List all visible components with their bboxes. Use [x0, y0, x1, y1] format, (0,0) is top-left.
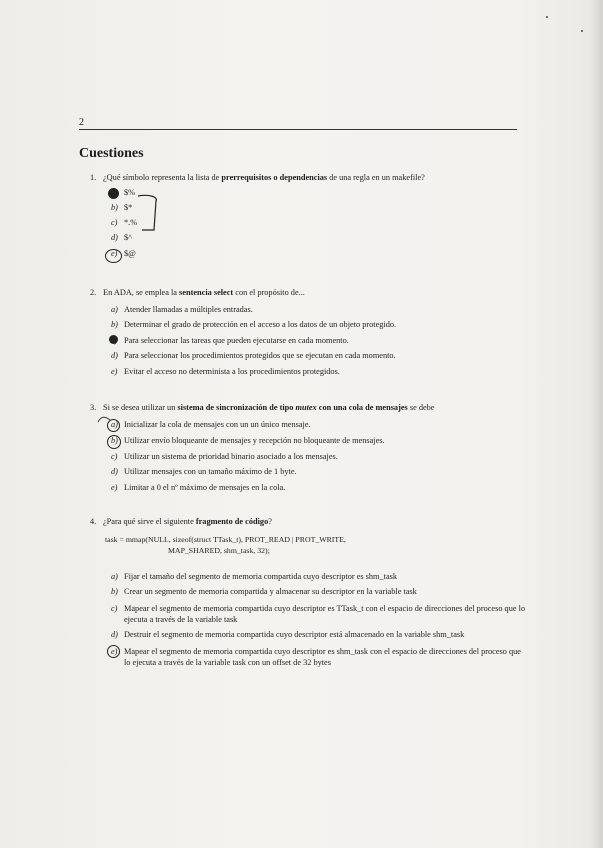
question-keyword: sistema de sincronización de tipo: [177, 403, 296, 412]
option-b[interactable]: [111, 587, 417, 596]
option-letter: b): [111, 320, 118, 329]
option-text: Limitar a 0 el nº máximo de mensajes en la cola.: [124, 483, 286, 492]
question-keyword: sentencia select: [179, 288, 234, 297]
question-number: 3.: [90, 403, 97, 412]
filled-answer-mark: [109, 335, 118, 344]
section-title: Cuestiones: [79, 146, 144, 161]
circled-answer-mark: [107, 645, 120, 658]
question-2: [90, 287, 530, 298]
question-keyword-2: con una cola de mensajes: [316, 403, 408, 412]
option-text: Utilizar mensajes con un tamaño máximo de 1 byte.: [124, 467, 297, 476]
question-keyword: prerrequisitos o dependencias: [221, 173, 328, 182]
option-letter: c): [111, 218, 118, 227]
option-letter: d): [111, 467, 118, 476]
option-letter: c): [111, 452, 118, 461]
option-d[interactable]: [111, 630, 464, 639]
question-4: [90, 516, 530, 527]
question-text-end: ?: [268, 517, 272, 526]
page-edge-shadow: [589, 0, 603, 848]
option-a[interactable]: [111, 420, 311, 429]
question-keyword: fragmento de código: [195, 517, 269, 526]
option-c[interactable]: [111, 452, 338, 461]
option-letter: b): [111, 436, 118, 445]
option-letter: e): [111, 249, 118, 258]
question-number: 4.: [90, 517, 97, 526]
option-text: Inicializar la cola de mensajes con un un único mensaje.: [124, 420, 311, 429]
option-d[interactable]: [111, 467, 297, 476]
option-letter: b): [111, 587, 118, 596]
question-text-end: con el propósito de...: [233, 288, 305, 297]
option-text: Utilizar un sistema de prioridad binario asociado a los mensajes.: [124, 452, 338, 461]
question-number: 2.: [90, 288, 97, 297]
scan-speck: [581, 30, 583, 32]
circled-answer-mark: [107, 435, 121, 449]
option-letter: e): [111, 647, 118, 656]
option-letter: a): [111, 572, 118, 581]
option-text: Evitar el acceso no determinista a los procedimientos protegidos.: [124, 367, 340, 376]
option-letter: b): [111, 203, 118, 212]
option-text: Crear un segmento de memoria compartida y almacenar su descriptor en la variable task: [124, 587, 417, 596]
question-1: [90, 172, 530, 183]
option-letter: d): [111, 630, 118, 639]
code-line-2: MAP_SHARED, shm_task, 32);: [168, 546, 270, 555]
option-text: Utilizar envío bloqueante de mensajes y recepción no bloqueante de mensajes.: [124, 436, 385, 445]
option-text: Determinar el grado de protección en el acceso a los datos de un objeto protegido.: [124, 320, 397, 329]
header-rule: [79, 129, 517, 130]
option-text: $@: [124, 249, 136, 258]
question-text: ¿Qué símbolo representa la lista de: [103, 173, 222, 182]
option-c[interactable]: [111, 603, 526, 625]
option-text: Para seleccionar los procedimientos protegidos que se ejecutan en cada momento.: [124, 351, 396, 360]
option-text: $*: [124, 203, 133, 212]
page-number: 2: [79, 117, 84, 128]
option-letter: e): [111, 367, 118, 376]
option-text: *.%: [124, 218, 138, 227]
question-3: [90, 402, 530, 413]
option-c[interactable]: [111, 336, 349, 345]
option-text: $^: [124, 233, 133, 242]
circled-answer-mark: [105, 249, 122, 263]
option-e[interactable]: [111, 646, 526, 668]
code-line-1: task = mmap(NULL, sizeof(struct TTask_t), PROT_READ | PROT_WRITE,: [105, 535, 346, 544]
pen-stroke: [96, 414, 116, 426]
option-text: Atender llamadas a múltiples entradas.: [124, 305, 253, 314]
option-b[interactable]: [111, 436, 385, 445]
question-text-end: se debe: [407, 403, 435, 412]
option-text: $%: [124, 188, 136, 197]
option-letter: c): [111, 604, 118, 613]
question-text: En ADA, se emplea la: [103, 288, 180, 297]
question-keyword-italic: mutex: [295, 403, 317, 412]
bracket-annotation: [98, 192, 168, 242]
option-text: Destruir el segmento de memoria compartida cuyo descriptor está almacenado en la variable shm_task: [124, 630, 465, 639]
option-a[interactable]: [111, 572, 397, 581]
option-letter: e): [111, 483, 118, 492]
scan-speck: [546, 16, 548, 18]
question-text: Si se desea utilizar un: [103, 403, 178, 412]
question-text: ¿Para qué sirve el siguiente: [103, 517, 196, 526]
option-a[interactable]: [111, 305, 253, 314]
option-letter: a): [111, 305, 118, 314]
option-d[interactable]: [111, 351, 396, 360]
option-text: Fijar el tamaño del segmento de memoria compartida cuyo descriptor es shm_task: [124, 572, 398, 581]
option-letter: d): [111, 233, 118, 242]
option-letter: a): [111, 420, 118, 429]
option-e[interactable]: [111, 367, 340, 376]
option-e[interactable]: [111, 483, 285, 492]
option-text: Mapear el segmento de memoria compartida cuyo descriptor es shm_task con el espacio de direcciones del proceso que lo ejecuta a través de la variable task con un offset de 32 bytes: [124, 647, 521, 667]
question-text-end: de una regla en un makefile?: [327, 173, 425, 182]
option-text: Mapear el segmento de memoria compartida cuyo descriptor es TTask_t con el espacio de direcciones del proceso que lo ejecuta a través de la variable task: [124, 604, 526, 624]
question-number: 1.: [90, 173, 97, 182]
option-b[interactable]: [111, 320, 396, 329]
option-text: Para seleccionar las tareas que pueden ejecutarse en cada momento.: [124, 336, 349, 345]
option-letter: d): [111, 351, 118, 360]
